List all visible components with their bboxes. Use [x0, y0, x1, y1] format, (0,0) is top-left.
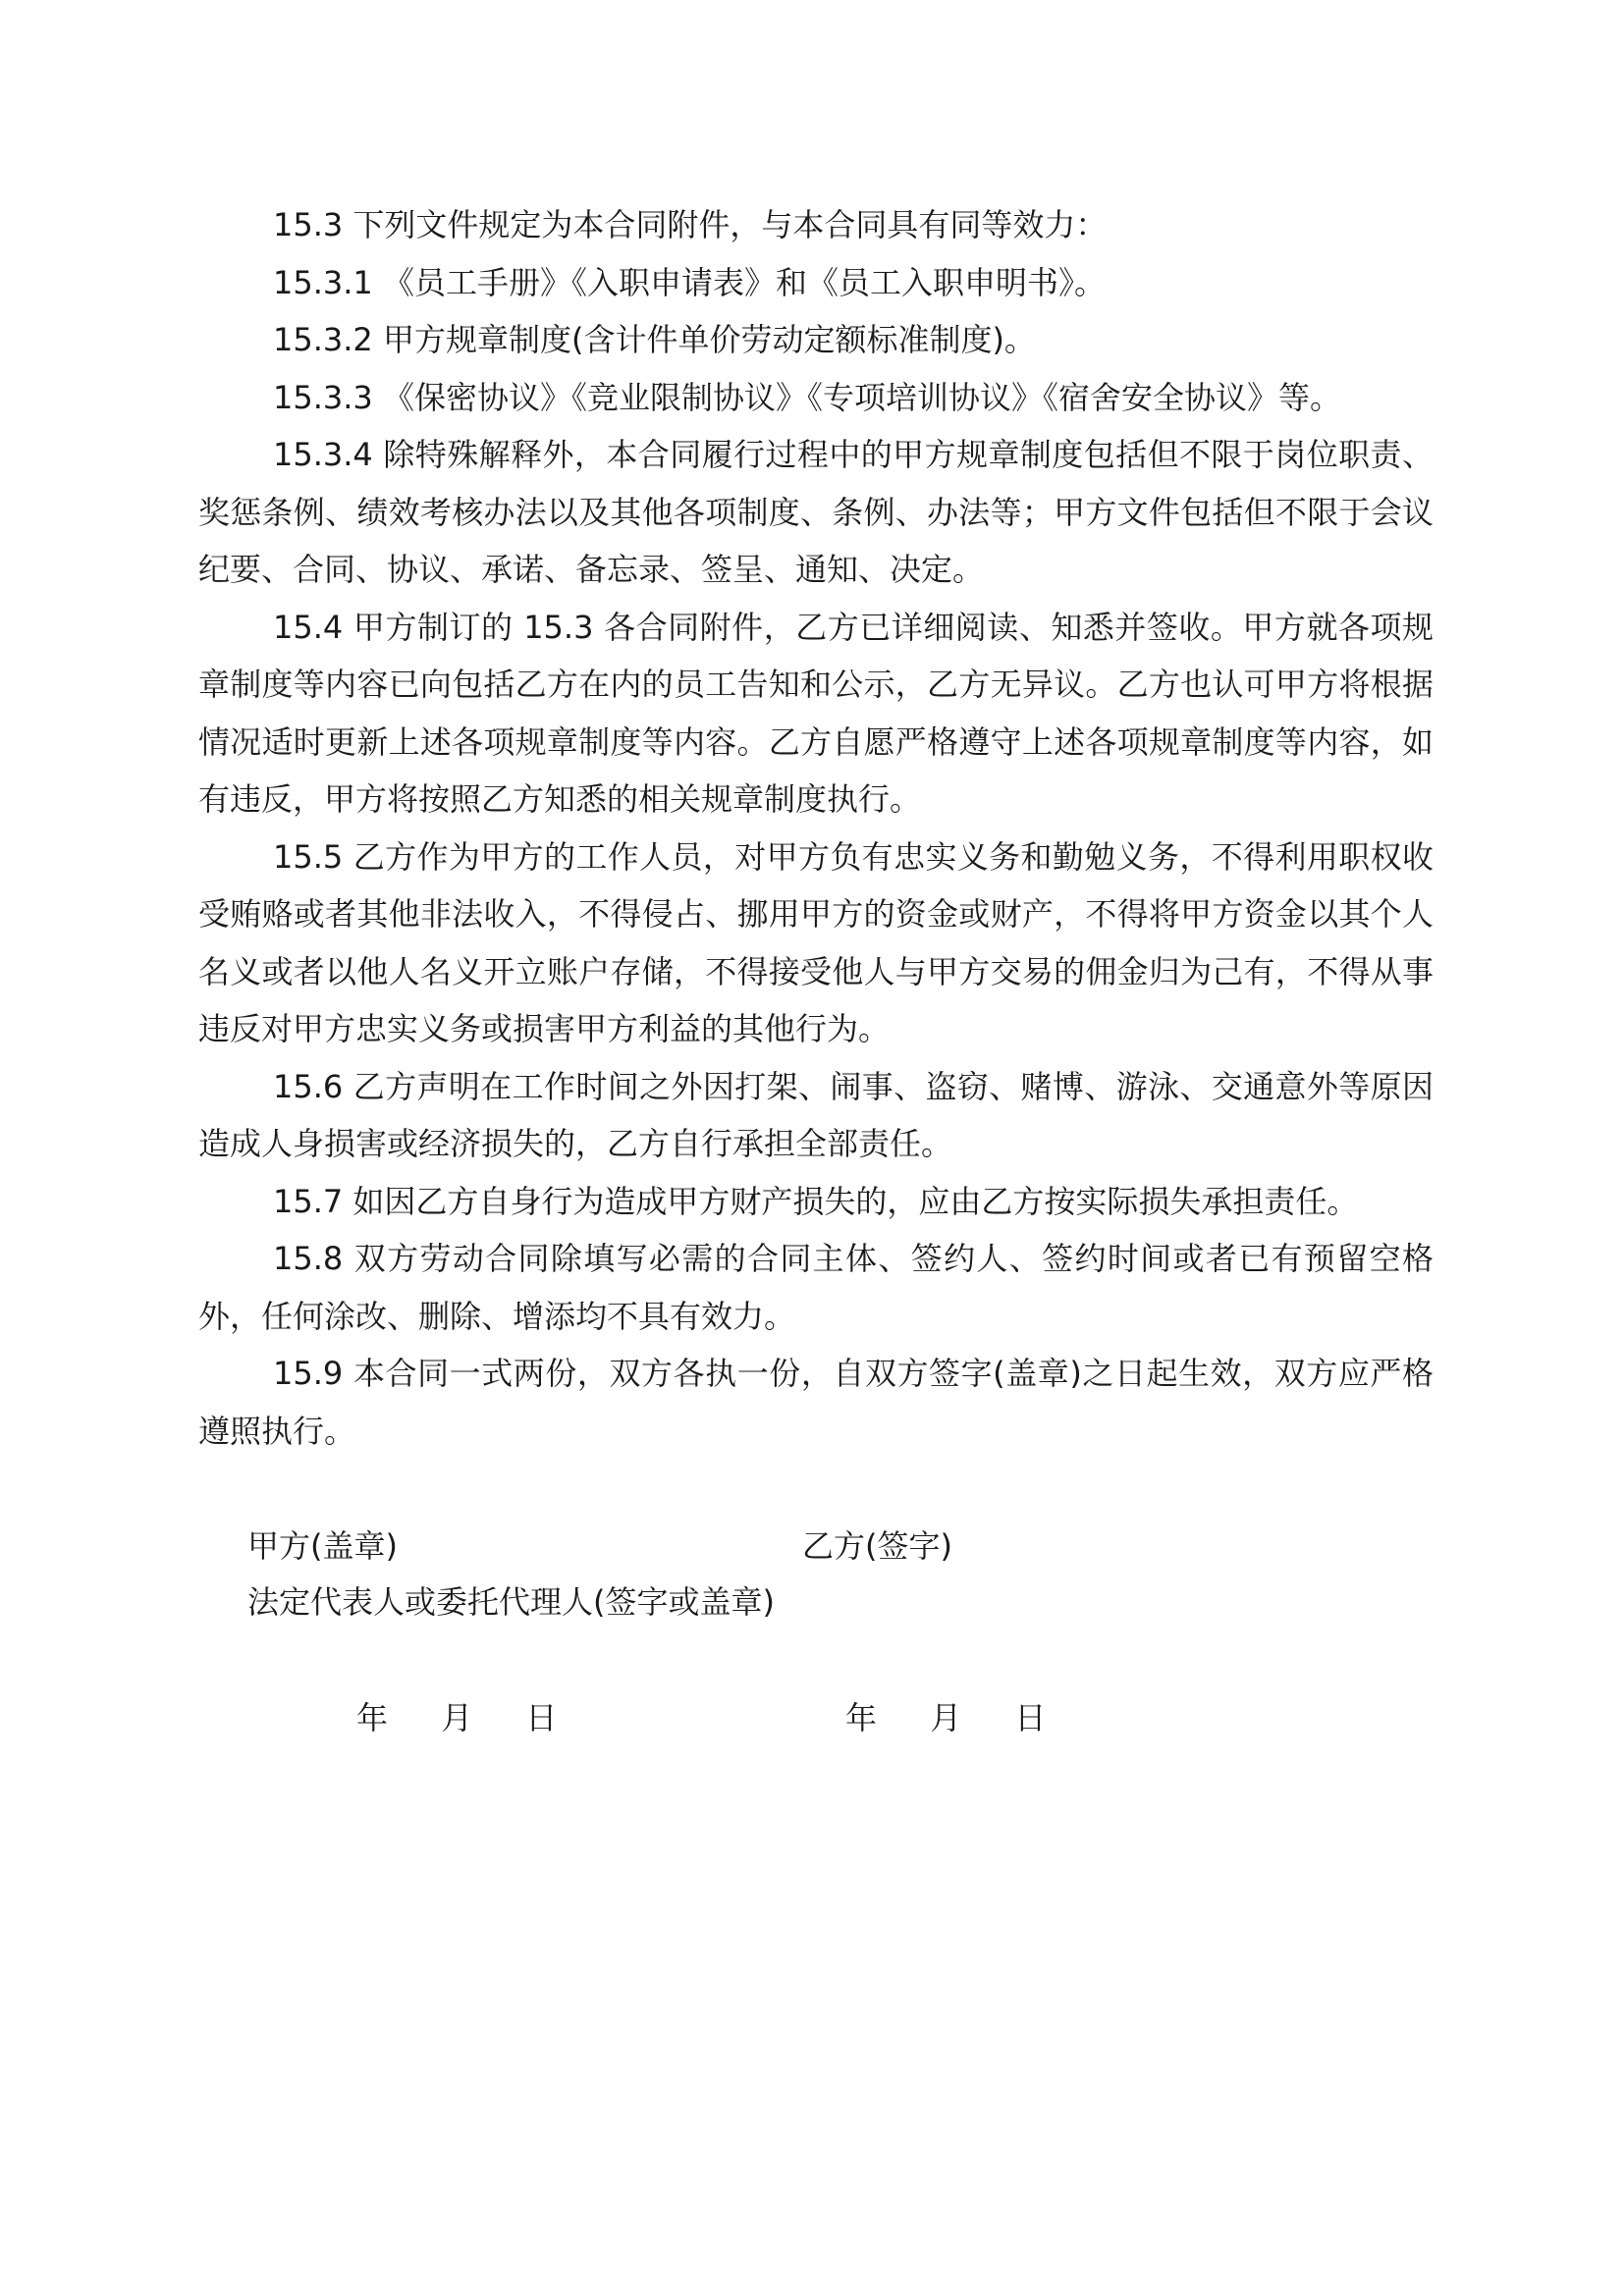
clause-15-3-2: 15.3.2 甲方规章制度(含计件单价劳动定额标准制度)。	[273, 321, 1036, 358]
party-a-date-month: 月	[441, 1699, 473, 1736]
party-b-date	[845, 1698, 1046, 1737]
party-a-date-day: 日	[525, 1699, 558, 1736]
party-a-seal-label: 甲方(盖章)	[247, 1527, 398, 1565]
party-a-date	[356, 1698, 557, 1737]
clause-15-8: 15.8 双方劳动合同除填写必需的合同主体、签约人、签约时间或者已有预留空格外，任何涂改、删除、增添均不具有效力。	[198, 1240, 1434, 1335]
clause-15-5: 15.5 乙方作为甲方的工作人员，对甲方负有忠实义务和勤勉义务，不得利用职权收受贿赂或者其他非法收入，不得侵占、挪用甲方的资金或财产，不得将甲方资金以其个人名义或者以他人名义开立账户存储，不得接受他人与甲方交易的佣金归为己有，不得从事违反对甲方忠实义务或损害甲方利益的其他行为。	[198, 837, 1434, 1047]
party-b-signature-label: 乙方(签字)	[802, 1527, 952, 1565]
representative-label: 法定代表人或委托代理人(签字或盖章)	[247, 1583, 775, 1621]
clause-15-3: 15.3 下列文件规定为本合同附件，与本合同具有同等效力：	[273, 206, 1108, 243]
clause-15-7: 15.7 如因乙方自身行为造成甲方财产损失的，应由乙方按实际损失承担责任。	[273, 1182, 1359, 1220]
clause-15-3-4: 15.3.4 除特殊解释外，本合同履行过程中的甲方规章制度包括但不限于岗位职责、奖惩条例、绩效考核办法以及其他各项制度、条例、办法等；甲方文件包括但不限于会议纪要、合同、协议、承诺、备忘录、签呈、通知、决定。	[198, 436, 1434, 588]
clause-15-6: 15.6 乙方声明在工作时间之外因打架、闹事、盗窃、赌博、游泳、交通意外等原因造成人身损害或经济损失的，乙方自行承担全部责任。	[198, 1067, 1434, 1162]
party-b-date-month: 月	[930, 1699, 962, 1736]
clause-15-3-3: 15.3.3 《保密协议》《竞业限制协议》《专项培训协议》《宿舍安全协议》等。	[273, 378, 1341, 416]
clause-15-3-1: 15.3.1 《员工手册》《入职申请表》和《员工入职申明书》。	[273, 263, 1106, 301]
party-a-date-year: 年	[356, 1699, 389, 1736]
party-b-date-day: 日	[1014, 1699, 1047, 1736]
clause-15-4: 15.4 甲方制订的 15.3 各合同附件，乙方已详细阅读、知悉并签收。甲方就各项规章制度等内容已向包括乙方在内的员工告知和公示，乙方无异议。乙方也认可甲方将根据情况适时更新上述各项规章制度等内容。乙方自愿严格遵守上述各项规章制度等内容，如有违反，甲方将按照乙方知悉的相关规章制度执行。	[198, 608, 1434, 818]
party-b-date-year: 年	[845, 1699, 878, 1736]
clause-15-9: 15.9 本合同一式两份，双方各执一份，自双方签字(盖章)之日起生效，双方应严格遵照执行。	[198, 1355, 1434, 1450]
